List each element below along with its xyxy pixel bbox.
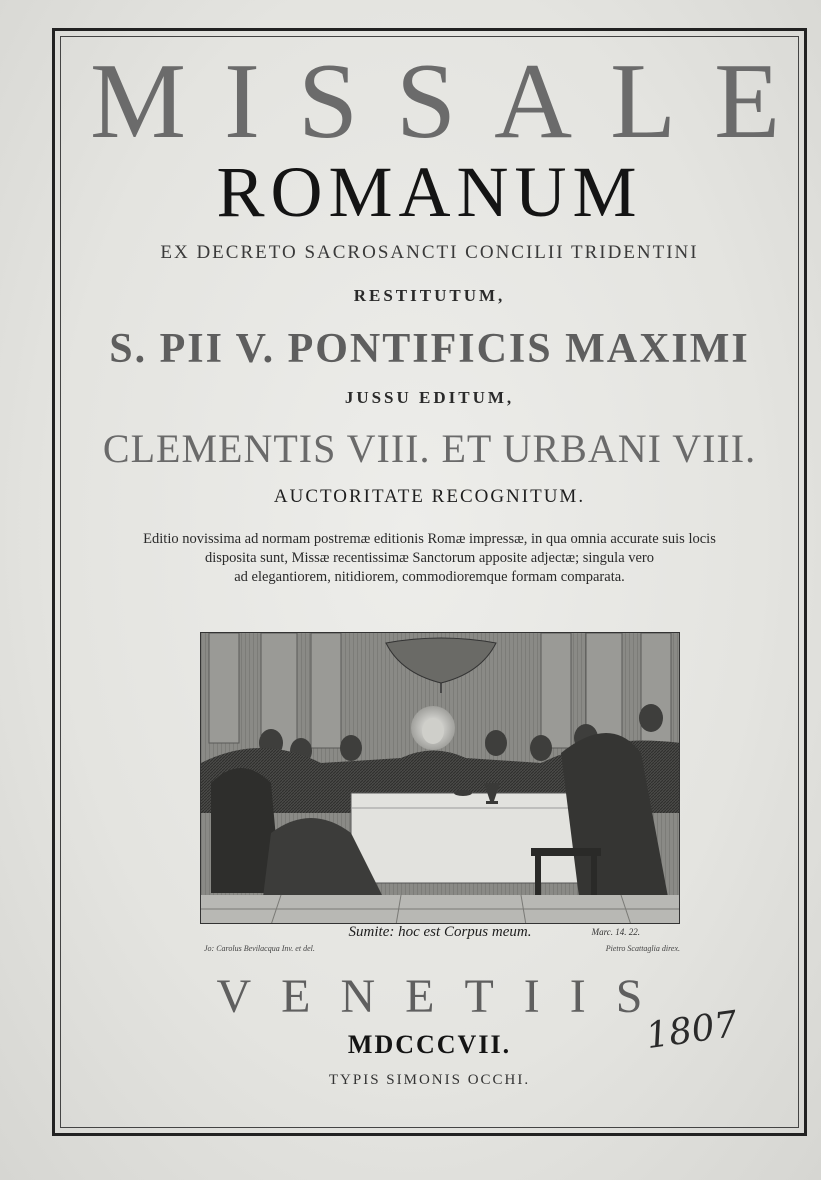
subtitle-decree: EX DECRETO SACROSANCTI CONCILII TRIDENTINI [160,242,699,263]
edition-note [60,530,799,587]
year-roman: MDCCCVII. [347,1030,512,1059]
jussu-line: JUSSU EDITUM, [344,388,515,407]
place-venetiis: VENETIIS [216,970,673,1023]
credit-engraver: Pietro Scattaglia direx. [605,944,680,953]
scripture-reference: Marc. 14. 22. [591,927,640,937]
engraving-credits [204,944,680,958]
credit-designer: Jo: Carolus Bevilacqua Inv. et del. [204,944,315,953]
edition-line: ad elegantiorem, nitidiorem, commodioremque formam comparata. [234,569,625,585]
engraving-caption [200,924,680,944]
printer-line: TYPIS SIMONIS OCCHI. [328,1072,531,1088]
title-romanum: ROMANUM [216,152,643,232]
pope-pius-line: S. PII V. PONTIFICIS MAXIMI [109,326,750,372]
edition-line: Editio novissima ad normam postremæ editionis Romæ impressæ, in qua omnia accurate suis locis [143,531,716,547]
auctoritate-line: AUCTORITATE RECOGNITUM. [273,486,586,507]
restitutum-line: RESTITUTUM, [353,286,506,305]
engraving-motto: Sumite: hoc est Corpus meum. [348,924,532,940]
handwritten-year: 1807 [643,1003,741,1058]
title-missale: MISSALE [90,42,819,161]
last-supper-engraving [200,632,680,924]
edition-line: disposita sunt, Missæ recentissimæ Sanctorum apposite adjectæ; singula vero [204,550,655,566]
engraving-illustration [201,633,680,924]
popes-clement-urban-line: CLEMENTIS VIII. ET URBANI VIII. [102,426,757,471]
table [351,793,581,883]
